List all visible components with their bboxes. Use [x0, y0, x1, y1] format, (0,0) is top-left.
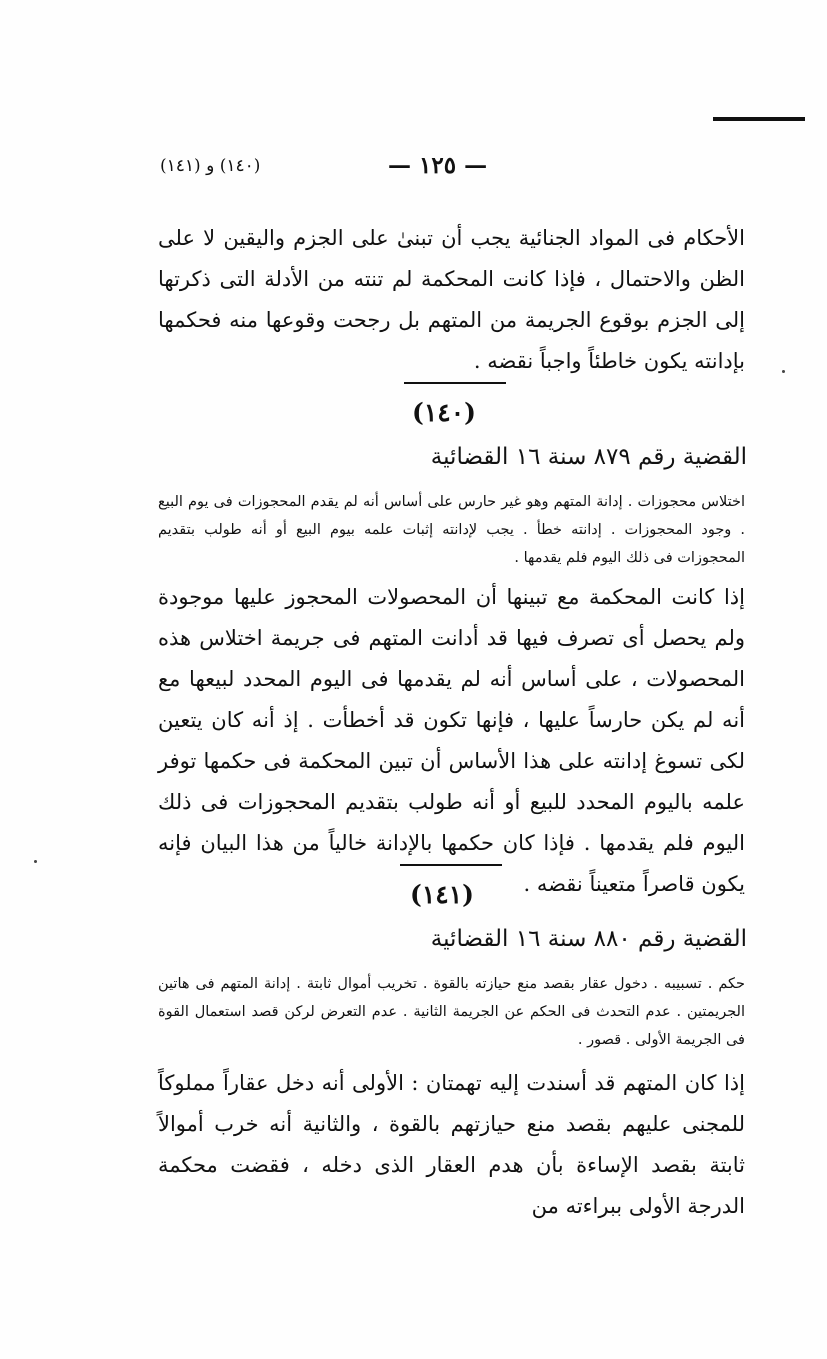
case-number: (١٤١)	[410, 880, 474, 909]
page-number: — ١٢٥ —	[388, 152, 488, 179]
top-rule	[713, 117, 805, 121]
scan-speck	[34, 860, 37, 863]
case-summary: حكم . تسبيبه . دخول عقار بقصد منع حيازته بالقوة . تخريب أموال ثابتة . إدانة المتهم فى هاتين الجريمتين . عدم التحدث فى الحكم عن الجريمة الثانية . عدم التعرض لركن قصد استعمال القوة فى الجريمة الأولى . قصور .	[158, 976, 745, 1048]
case-summary: اختلاس محجوزات . إدانة المتهم وهو غير حارس على أساس أنه لم يقدم المحجوزات فى يوم البيع . وجود المحجوزات . إدانته خطأ . يجب لإدانته إثبات علمه بيوم البيع أو أنه طولب بتقديم المحجوزات فى ذلك اليوم فلم يقدمها .	[158, 494, 745, 566]
section-divider	[400, 864, 502, 866]
case-body: إذا كانت المحكمة مع تبينها أن المحصولات المحجوز عليها موجودة ولم يحصل أى تصرف فيها قد أدانت المتهم فى جريمة اختلاس هذه المحصولات ، على أساس أنه لم يقدمها فى اليوم المحدد لبيعها مع أنه لم يكن حارساً عليها ، فإنها تكون قد أخطأت . إذ أنه كان يتعين لكى تسوغ إدانته على هذا الأساس أن تبين المحكمة فى حكمها توفر علمه باليوم المحدد للبيع أو أنه طولب بتقديم المحجوزات فى ذلك اليوم فلم يقدمها . فإذا كان حكمها بالإدانة خالياً من هذا البيان فإنه يكون قاصراً متعيناً نقضه .	[158, 585, 746, 896]
intro-paragraph: الأحكام فى المواد الجنائية يجب أن تبنىٰ على الجزم واليقين لا على الظن والاحتمال ، فإذا كانت المحكمة لم تنته من الأدلة التى ذكرتها إلى الجزم بوقوع الجريمة من المتهم بل رجحت وقوعها منه فحكمها بإدانته يكون خاطئاً واجباً نقضه .	[158, 226, 745, 373]
case-references: (١٤٠) و (١٤١)	[160, 156, 261, 176]
case-title: القضية رقم ٨٧٩ سنة ١٦ القضائية	[430, 444, 747, 470]
case-title: القضية رقم ٨٨٠ سنة ١٦ القضائية	[430, 926, 747, 952]
case-body: إذا كان المتهم قد أسندت إليه تهمتان : الأولى أنه دخل عقاراً مملوكاً للمجنى عليهم بقصد منع حيازتهم بالقوة ، والثانية أنه خرب أموالاً ثابتة بقصد الإساءة بأن هدم العقار الذى دخله ، فقضت محكمة الدرجة الأولى ببراءته من	[158, 1071, 745, 1218]
case-number: (١٤٠)	[412, 398, 476, 427]
scan-speck	[782, 370, 785, 373]
page-header	[0, 148, 827, 188]
section-divider	[404, 382, 506, 384]
